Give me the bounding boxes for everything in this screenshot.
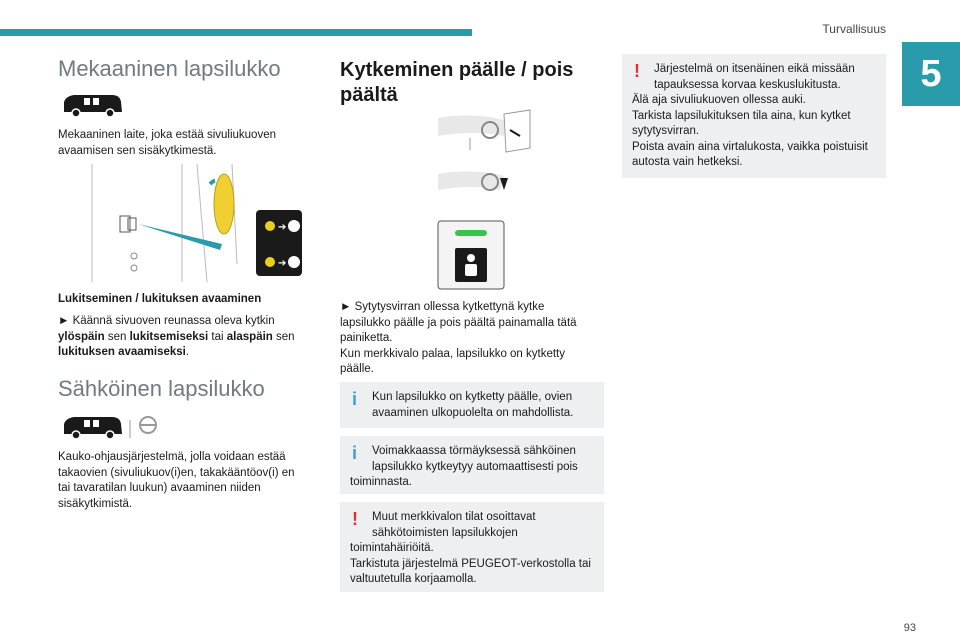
svg-text:➔: ➔ bbox=[278, 258, 287, 269]
section-name: Turvallisuus bbox=[822, 22, 886, 36]
info-box-outside-opening bbox=[340, 382, 604, 428]
info-text: Kun lapsilukko on kytketty päälle, ovien avaaminen ulkopuolelta on mahdollista. bbox=[372, 391, 574, 419]
info-text-continued: toiminnasta. bbox=[350, 476, 413, 488]
info-icon: i bbox=[352, 443, 358, 463]
heading-mechanical-child-lock: Mekaaninen lapsilukko bbox=[58, 56, 281, 81]
heading-electric-child-lock: Sähköinen lapsilukko bbox=[58, 376, 265, 401]
warning-text-continued: Älä aja sivuliukuoven ollessa auki. Tarkista lapsilukituksen tila aina, kun kytket sytytysvirran. Poista avain aina virtalukosta, vaikka poistuisit autosta vain hetkeksi. bbox=[632, 94, 868, 168]
child-lock-button-illustration bbox=[437, 220, 505, 290]
heading-lock-unlock: Lukitseminen / lukituksen avaaminen bbox=[58, 293, 262, 305]
paragraph-switch: ► Sytytysvirran ollessa kytkettynä kytke lapsilukko päälle ja pois päältä painamalla tätä painiketta. Kun merkkivalo palaa, lapsilukko on kytketty päälle. bbox=[340, 301, 577, 375]
heading-switch-on-off: Kytkeminen päälle / pois päältä bbox=[340, 59, 574, 106]
svg-text:➔: ➔ bbox=[278, 222, 287, 233]
steering-wheel-icon bbox=[128, 414, 162, 440]
chapter-tab: 5 bbox=[902, 42, 960, 106]
door-lock-illustration bbox=[72, 164, 312, 282]
info-icon: i bbox=[352, 389, 358, 409]
warning-text-continued: toimintahäiriöitä. Tarkistuta järjestelmä PEUGEOT-verkostolla tai valtuutetulla korjaamolla. bbox=[350, 542, 591, 585]
warning-text: Järjestelmä on itsenäinen eikä missään tapauksessa korvaa keskuslukitusta. bbox=[654, 63, 855, 91]
warning-text: Muut merkkivalon tilat osoittavat sähkötoimisten lapsilukkojen bbox=[372, 511, 536, 539]
info-box-collision bbox=[340, 436, 604, 494]
warning-box-malfunction bbox=[340, 502, 604, 592]
paragraph-mechanical: Mekaaninen laite, joka estää sivuliukuoven avaamisen sen sisäkytkimestä. bbox=[58, 129, 276, 157]
dashboard-illustration bbox=[434, 168, 514, 200]
warning-icon: ! bbox=[634, 61, 640, 81]
warning-icon: ! bbox=[352, 509, 358, 529]
van-icon bbox=[60, 92, 124, 118]
paragraph-electric: Kauko-ohjausjärjestelmä, jolla voidaan estää takaovien (sivuliukuov(i)en, takakääntöov(i) en tai tavaratilan luukun) avaaminen niiden sisäkytkimistä. bbox=[58, 451, 295, 510]
dashboard-illustration bbox=[434, 108, 534, 156]
page-number: 93 bbox=[903, 622, 916, 634]
header-accent-bar bbox=[0, 29, 472, 36]
van-icon bbox=[60, 414, 124, 440]
paragraph-lock-unlock: ► Käännä sivuoven reunassa oleva kytkin ylöspäin sen lukitsemiseksi tai alaspäin sen lukituksen avaamiseksi. bbox=[58, 315, 295, 358]
warning-box-system bbox=[622, 54, 886, 178]
info-text: Voimakkaassa törmäyksessä sähköinen lapsilukko kytkeytyy automaattisesti pois bbox=[372, 445, 578, 473]
